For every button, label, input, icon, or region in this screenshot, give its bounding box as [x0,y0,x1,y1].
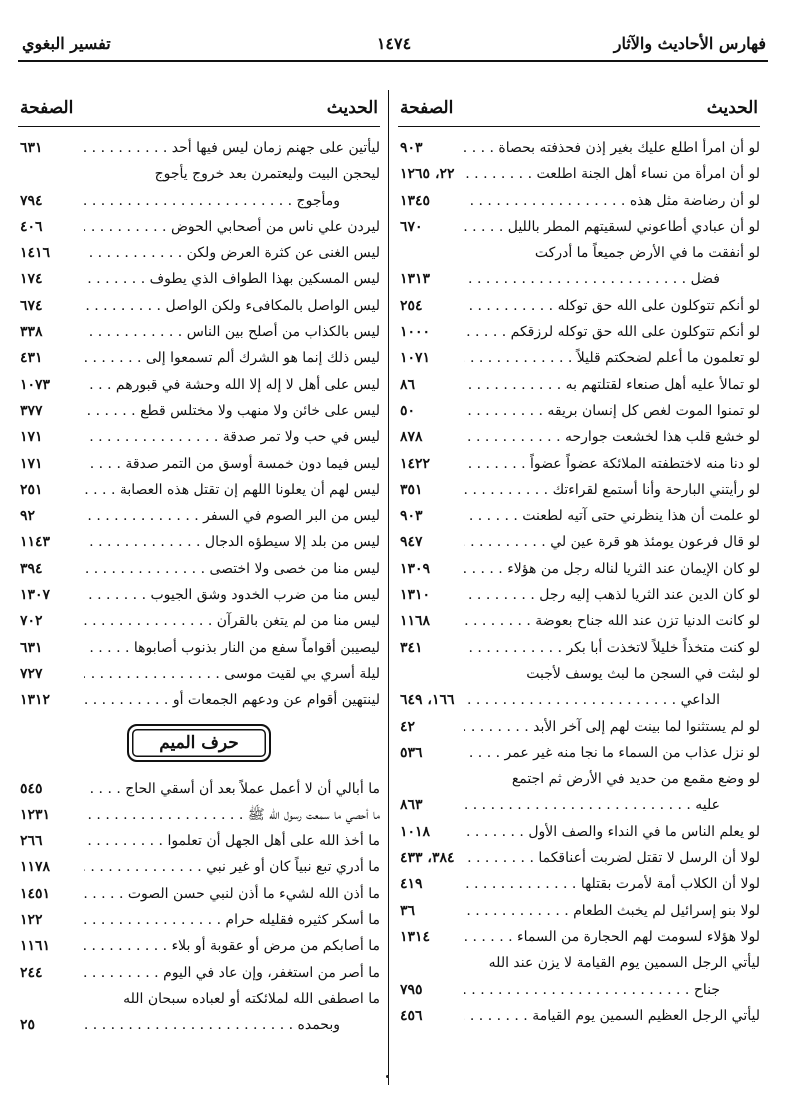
entry-text: لو كان الإيمان عند الثريا لناله رجل من هؤلاء . . . [464,556,760,582]
index-entry [398,345,760,371]
entry-page: ٨٧٨ [400,429,423,446]
entry-text: ليس بالكذاب من أصلح بين الناس . . . [84,319,380,345]
index-entry [18,881,380,907]
entry-text: لو خشع قلب هذا لخشعت جوارحه . . . [464,424,760,450]
entry-text: ليس لهم أن يعلونا اللهم إن تقتل هذه العصابة . . . [84,477,380,503]
index-entry [398,635,760,661]
entry-page: ١٢٢ [20,912,43,929]
index-entry [18,266,380,292]
index-entry [18,907,380,933]
index-entry [18,661,380,687]
entry-page: ٢٥٤ [400,297,423,314]
index-entry [398,871,760,897]
index-entry [398,950,760,976]
entry-page: ٣٥١ [400,481,423,498]
entry-page: ١٤٥١ [20,885,51,902]
entry-text: لينتهين أقوام عن ودعهم الجمعات أو . . . [84,687,380,713]
index-entry [398,556,760,582]
entry-page: ١٢٣١ [20,806,51,823]
index-entry [398,977,760,1003]
index-entry [18,319,380,345]
entry-page: ١١٦٨ [400,613,431,630]
index-entry [398,740,760,766]
index-entry [18,372,380,398]
index-entry [398,661,760,687]
index-entry [398,898,760,924]
entry-text: لو تمالأ عليه أهل صنعاء لقتلتهم به . . . [464,372,760,398]
index-entry [398,714,760,740]
index-entry [398,188,760,214]
entry-page: ٤٥٦ [400,1007,423,1024]
entry-text: لولا أن الكلاب أمة لأمرت بقتلها . . . [464,871,760,897]
entry-page: ١١٦١ [20,938,51,955]
index-entry [18,687,380,713]
entry-page: ١١٧٨ [20,859,51,876]
entry-text: ليس فيما دون خمسة أوسق من التمر صدقة . . . [84,451,380,477]
entry-text: ليأتين على جهنم زمان ليس فيها أحد . . . [84,135,380,161]
left-column-entries [18,135,380,714]
index-entry [18,529,380,555]
entry-page: ٦٣١ [20,639,43,656]
index-entry [398,792,760,818]
left-column [18,90,380,1039]
entry-page: ٣٧٧ [20,402,43,419]
entry-page: ٥٠ [400,402,416,419]
entry-text: لو كان الدين عند الثريا لذهب إليه رجل . . . [464,582,760,608]
index-entry [398,582,760,608]
entry-page: ٤٢ [400,718,416,735]
index-entry [398,293,760,319]
entry-text: لو كانت الدنيا تزن عند الله جناح بعوضة . . . [464,608,760,634]
entry-text: لو أنكم تتوكلون على الله حق توكله . . . [464,293,760,319]
index-entry [398,398,760,424]
entry-text: لو أن امرأة من نساء أهل الجنة اطلعت . . . [464,161,760,187]
entry-text: فضل . . . [464,266,720,292]
entry-page: ٣٤١ [400,639,423,656]
entry-page: ٦٣١ [20,140,43,156]
entry-page: ١٣١٢ [20,692,51,709]
index-entry [18,424,380,450]
entry-text: لو أن امرأ اطلع عليك بغير إذن فحذفته بحصاة . . . [464,135,760,161]
entry-page: ٩٠٣ [400,508,423,525]
entry-text: لو تعلمون ما أعلم لضحكتم قليلاً . . . [464,345,760,371]
entry-page: ٤٣١ [20,350,43,367]
entry-text: ما اصطفى الله لملائكته أو لعباده سبحان الله [123,990,380,1007]
entry-text: جناح . . . [464,977,720,1003]
entry-text: ما أخذ الله على أهل الجهل أن تعلموا . . . [84,828,380,854]
index-entry [18,293,380,319]
entry-page: ٣٣٨ [20,324,43,341]
entry-text: ليس من بلد إلا سيطؤه الدجال . . . [84,529,380,555]
entry-text: ليأتي الرجل السمين يوم القيامة لا يزن عند الله [488,955,760,972]
entry-text: ما أدري تبع نبياً كان أو غير نبي . . . [84,854,380,880]
index-entry [18,854,380,880]
index-entry [398,766,760,792]
entry-page: ٤٠٦ [20,218,43,235]
entry-page: ٩٢ [20,508,36,525]
entry-text: ليس في حب ولا تمر صدقة . . . [84,424,380,450]
entry-text: ليس منا من لم يتغن بالقرآن . . . [84,608,380,634]
index-entry [18,986,380,1012]
index-entry [398,424,760,450]
entry-page: ٢٤٤ [20,964,43,981]
index-entry [18,802,380,828]
entry-text: لو أن رضاضة مثل هذه . . . [464,188,760,214]
entry-page: ٧٩٥ [400,981,423,998]
entry-text: ليصيبن أقواماً سفع من النار بذنوب أصابوها . . . [84,635,380,661]
index-entry [398,1003,760,1029]
index-entry [18,214,380,240]
entry-page: ٤١٩ [400,876,423,893]
index-entry [18,776,380,802]
index-entry [18,451,380,477]
index-entry [18,1012,380,1038]
index-entry [398,687,760,713]
entry-text: لو نزل عذاب من السماء ما نجا منه غير عمر . . . [464,740,760,766]
entry-text: لو قال فرعون يومئذ هو قرة عين لي . . . [464,529,760,555]
entry-text: الداعي . . . [464,687,720,713]
entry-page: ٥٤٥ [20,780,43,797]
header-page-number: ١٤٧٤ [376,34,412,53]
index-entry [18,135,380,161]
section-heading-frame [18,720,380,768]
index-entry [398,529,760,555]
footer-dot [386,1075,389,1078]
column-header [18,90,380,127]
entry-text: ليس الواصل بالمكافىء ولكن الواصل . . . [84,293,380,319]
index-entry [398,503,760,529]
entry-text: ما أصر من استغفر، وإن عاد في اليوم . . . [84,960,380,986]
entry-text: ما أصابكم من مرض أو عقوبة أو بلاء . . . [84,933,380,959]
index-entry [18,933,380,959]
index-entry [18,960,380,986]
index-entry [398,924,760,950]
entry-text: لو رأيتني البارحة وأنا أستمع لقراءتك . . . [464,477,760,503]
entry-page: ١٣٤٥ [400,192,431,209]
entry-page: ١٣١٤ [400,928,431,945]
entry-text: لو لم يستثنوا لما بينت لهم إلى آخر الأبد . . . [464,714,760,740]
entry-text: لولا بنو إسرائيل لم يخبث الطعام . . . [464,898,760,924]
right-column-entries [398,135,760,1029]
entry-text: لو أن عبادي أطاعوني لسقيتهم المطر بالليل . . . [464,214,760,240]
index-entry [18,635,380,661]
index-entry [398,240,760,266]
entry-text: لو لبثت في السجن ما لبث يوسف لأجبت [526,665,760,682]
running-header [22,30,766,58]
entry-text: ليس منا من خصى ولا اختصى . . . [84,556,380,582]
entry-text: ما أحصي ما سمعت رسول الله ﷺ . . . [84,802,380,828]
header-right-title: فهارس الأحاديث والآثار [613,34,766,53]
page-column-label: الصفحة [400,98,454,118]
index-entry [398,819,760,845]
index-entry [398,845,760,871]
entry-text: لو علمت أن هذا ينظرني حتى آتيه لطعنت . . . [464,503,760,529]
index-entry [398,372,760,398]
index-entry [398,161,760,187]
entry-page: ٢٥١ [20,481,43,498]
entry-page: ٢٢، ١٢٦٥ [400,166,455,183]
entry-text: ما أبالي أن لا أعمل عملاً بعد أن أسقي الحاج . . . [84,776,380,802]
entry-page: ٥٣٦ [400,744,423,761]
entry-text: ليردن علي ناس من أصحابي الحوض . . . [84,214,380,240]
entry-page: ٦٧٤ [20,297,43,314]
index-entry [18,240,380,266]
entry-page: ٢٦٦ [20,833,43,850]
entry-text: ليس من البر الصوم في السفر . . . [84,503,380,529]
entry-page: ٨٦٣ [400,797,423,814]
entry-text: لولا هؤلاء لسومت لهم الحجارة من السماء . . . [464,924,760,950]
entry-text: ليأتي الرجل العظيم السمين يوم القيامة . . . [464,1003,760,1029]
entry-text: ليس على خائن ولا منهب ولا مختلس قطع . . . [84,398,380,424]
index-entry [18,582,380,608]
index-entry [398,135,760,161]
entry-text: لو كنت متخذاً خليلاً لاتخذت أبا بكر . . . [464,635,760,661]
index-entry [398,477,760,503]
entry-page: ٩٠٣ [400,140,423,156]
right-column [398,90,760,1029]
entry-text: ليس الغنى عن كثرة العرض ولكن . . . [84,240,380,266]
index-entry [18,608,380,634]
entry-text: ليس المسكين بهذا الطواف الذي يطوف . . . [84,266,380,292]
column-header [398,90,760,127]
index-entry [398,214,760,240]
entry-text: لو وضع مقمع من حديد في الأرض ثم اجتمع [511,771,760,788]
entry-page: ١٧٤ [20,271,43,288]
entry-text: وبحمده . . . [84,1012,340,1038]
entry-page: ١٠٧١ [400,350,431,367]
entry-text: ما أسكر كثيره فقليله حرام . . . [84,907,380,933]
entry-page: ٧٠٢ [20,613,43,630]
index-entry [18,477,380,503]
entry-page: ١٣١٣ [400,271,431,288]
entry-text: لولا أن الرسل لا تقتل لضربت أعناقكما . . . [464,845,760,871]
entry-text: ليس على أهل لا إله إلا الله وحشة في قبورهم . . . [84,372,380,398]
entry-page: ١٠٧٣ [20,376,51,393]
entry-page: ٣٩٤ [20,560,43,577]
index-entry [18,503,380,529]
index-entry [398,319,760,345]
entry-page: ٧٢٧ [20,665,43,682]
entry-text: ليحجن البيت وليعتمرن بعد خروج يأجوج [154,166,380,183]
entry-page: ١٠٠٠ [400,324,431,341]
hadith-column-label: الحديث [326,98,378,118]
hadith-column-label: الحديث [706,98,758,118]
entry-text: لو يعلم الناس ما في النداء والصف الأول . . . [464,819,760,845]
entry-text: ما أذن الله لشيء ما أذن لنبي حسن الصوت . . . [84,881,380,907]
index-entry [398,451,760,477]
section-heading: حرف الميم [127,724,271,762]
header-left-title: تفسير البغوي [22,34,111,53]
entry-page: ١٧١ [20,455,43,472]
index-entry [18,188,380,214]
index-entry [18,828,380,854]
index-entry [18,345,380,371]
entry-page: ١٤٢٢ [400,455,431,472]
page-column-label: الصفحة [20,98,74,118]
entry-text: عليه . . . [464,792,720,818]
entry-page: ١٧١ [20,429,43,446]
entry-page: ١١٤٣ [20,534,51,551]
entry-page: ٣٦ [400,902,416,919]
entry-text: ليلة أسري بي لقيت موسى . . . [84,661,380,687]
entry-page: ١٠١٨ [400,823,431,840]
entry-page: ٦٧٠ [400,218,423,235]
entry-page: ١٤١٦ [20,245,51,262]
column-divider [388,90,389,1085]
entry-text: ومأجوج . . . [84,188,340,214]
left-column-mim-entries [18,776,380,1039]
entry-page: ٣٨٤، ٤٣٣ [400,850,455,867]
entry-page: ٢٥ [20,1017,36,1034]
entry-page: ٩٤٧ [400,534,423,551]
entry-text: لو تمنوا الموت لغص كل إنسان بريقه . . . [464,398,760,424]
entry-page: ٧٩٤ [20,192,43,209]
index-entry [18,161,380,187]
entry-page: ١٣٠٧ [20,587,51,604]
entry-page: ١٣١٠ [400,587,431,604]
entry-text: لو أنكم تتوكلون على الله حق توكله لرزقكم . . . [464,319,760,345]
entry-page: ١٣٠٩ [400,560,431,577]
entry-page: ١٦٦، ٦٤٩ [400,692,455,709]
index-entry [398,266,760,292]
entry-text: ليس ذلك إنما هو الشرك ألم تسمعوا إلى . . . [84,345,380,371]
entry-page: ٨٦ [400,376,416,393]
index-entry [18,556,380,582]
entry-text: ليس منا من ضرب الخدود وشق الجيوب . . . [84,582,380,608]
entry-text: لو دنا منه لاختطفته الملائكة عضواً عضواً . . . [464,451,760,477]
index-entry [398,608,760,634]
index-entry [18,398,380,424]
entry-text: لو أنفقت ما في الأرض جميعاً ما أدركت [534,245,760,262]
header-rule [18,60,768,62]
